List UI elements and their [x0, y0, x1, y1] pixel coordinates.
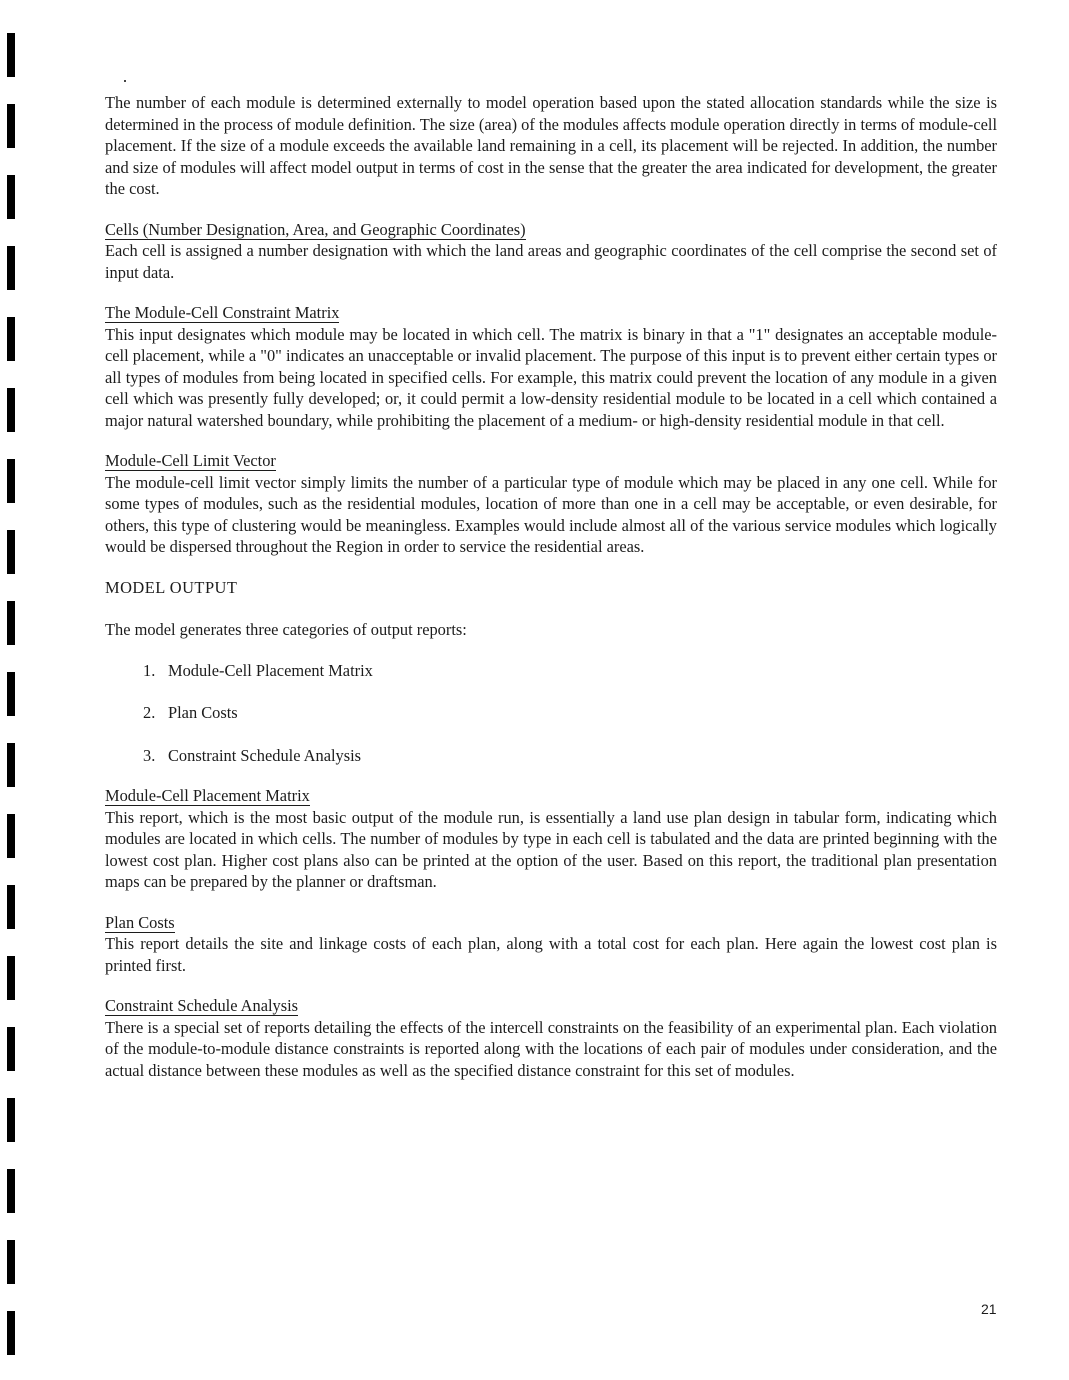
page-number: 21 [981, 1301, 997, 1317]
placement-matrix-section [105, 785, 997, 893]
binding-mark [7, 1169, 15, 1213]
model-output-intro: The model generates three categories of output reports: [105, 620, 467, 639]
binding-mark [7, 388, 15, 432]
constraint-schedule-heading: Constraint Schedule Analysis [105, 996, 299, 1015]
binding-mark [7, 1098, 15, 1142]
binding-mark [7, 743, 15, 787]
constraint-matrix-section [105, 302, 997, 431]
binding-mark [7, 459, 15, 503]
model-output-title: MODEL OUTPUT [105, 577, 238, 597]
cells-heading: Cells (Number Designation, Area, and Geographic Coordinates) [105, 219, 526, 239]
list-item-number: 1. [143, 660, 156, 680]
binding-mark [7, 1027, 15, 1071]
intro-paragraph: The number of each module is determined externally to model operation based upon the stated allocation standards while the size is determined in the process of module definition. The size (area) of the modules affects module operation directly in terms of module-cell placement. If the size of a module exceeds the available land remaining in a cell, its placement will be rejected. In addition, the number and size of modules will affect model output in terms of cost in the sense that the greater the area indicated for development, the greater the cost. [105, 93, 997, 198]
binding-mark [7, 956, 15, 1000]
stray-dot [124, 80, 126, 82]
binding-mark [7, 530, 15, 574]
plan-costs-body: This report details the site and linkage costs of each plan, along with a total cost for each plan. Here again the lowest cost plan is printed first. [105, 934, 997, 975]
binding-mark [7, 601, 15, 645]
list-item-label: Plan Costs [168, 703, 238, 722]
binding-mark [7, 317, 15, 361]
constraint-matrix-heading: The Module-Cell Constraint Matrix [105, 303, 340, 322]
binding-mark [7, 814, 15, 858]
constraint-matrix-body: This input designates which module may be located in which cell. The matrix is binary in that a "1" designates an acceptable module-cell placement, while a "0" indicates an unacceptable or invalid placement. The purpose of this input is to prevent either certain types or all types of modules from being located in specified cells. For example, this matrix could prevent the location of any module in a given cell which was presently fully developed; or, it could permit a low-density residential module to be located in a cell which contained a major natural watershed boundary, while prohibiting the placement of a medium- or high-density residential module in that cell. [105, 324, 997, 430]
placement-matrix-body: This report, which is the most basic output of the module run, is essentially a land use plan design in tabular form, indicating which modules are located in which cells. The number of modules by type in each cell is tabulated and the data are printed beginning with the lowest cost plan. Higher cost plans also can be printed at the option of the user. Based on this report, the traditional plan presentation maps can be prepared by the planner or draftsman. [105, 807, 997, 891]
list-item-number: 3. [143, 745, 156, 765]
binding-mark [7, 104, 15, 148]
cells-section [105, 219, 997, 284]
plan-costs-heading: Plan Costs [105, 912, 175, 932]
constraint-schedule-body: There is a special set of reports detailing the effects of the intercell constraints on the feasibility of an experimental plan. Each violation of the module-to-module distance constraints is reported along with the locations of each pair of modules under consideration, and the actual distance between these modules as well as the specified distance constraint for this set of modules. [105, 1017, 997, 1080]
binding-mark [7, 1311, 15, 1355]
cells-body: Each cell is assigned a number designation with which the land areas and geographic coordinates of the cell comprise the second set of input data. [105, 241, 997, 282]
binding-mark [7, 672, 15, 716]
list-item-label: Constraint Schedule Analysis [168, 745, 362, 765]
list-item-number: 2. [143, 703, 156, 722]
list-item [143, 745, 997, 767]
placement-matrix-heading: Module-Cell Placement Matrix [105, 786, 310, 805]
output-report-list [105, 660, 997, 767]
limit-vector-heading: Module-Cell Limit Vector [105, 451, 276, 470]
list-item-label: Module-Cell Placement Matrix [168, 660, 373, 680]
list-item [143, 702, 997, 724]
binding-mark [7, 246, 15, 290]
binding-mark [7, 885, 15, 929]
binding-mark [7, 175, 15, 219]
limit-vector-section [105, 450, 997, 558]
constraint-schedule-section [105, 995, 997, 1081]
limit-vector-body: The module-cell limit vector simply limits the number of a particular type of module which may be placed in any one cell. While for some types of modules, such as the residential modules, location of more than one in a cell may be acceptable, or even desirable, for others, this type of clustering would be meaningless. Examples would include almost all of the various service modules which logically would be dispersed throughout the Region in order to service the residential areas. [105, 472, 997, 556]
binding-mark [7, 1240, 15, 1284]
binding-mark [7, 33, 15, 77]
page-body [105, 92, 997, 1100]
plan-costs-section [105, 912, 997, 977]
list-item [143, 660, 997, 682]
binding-hole-marks [0, 0, 30, 1380]
